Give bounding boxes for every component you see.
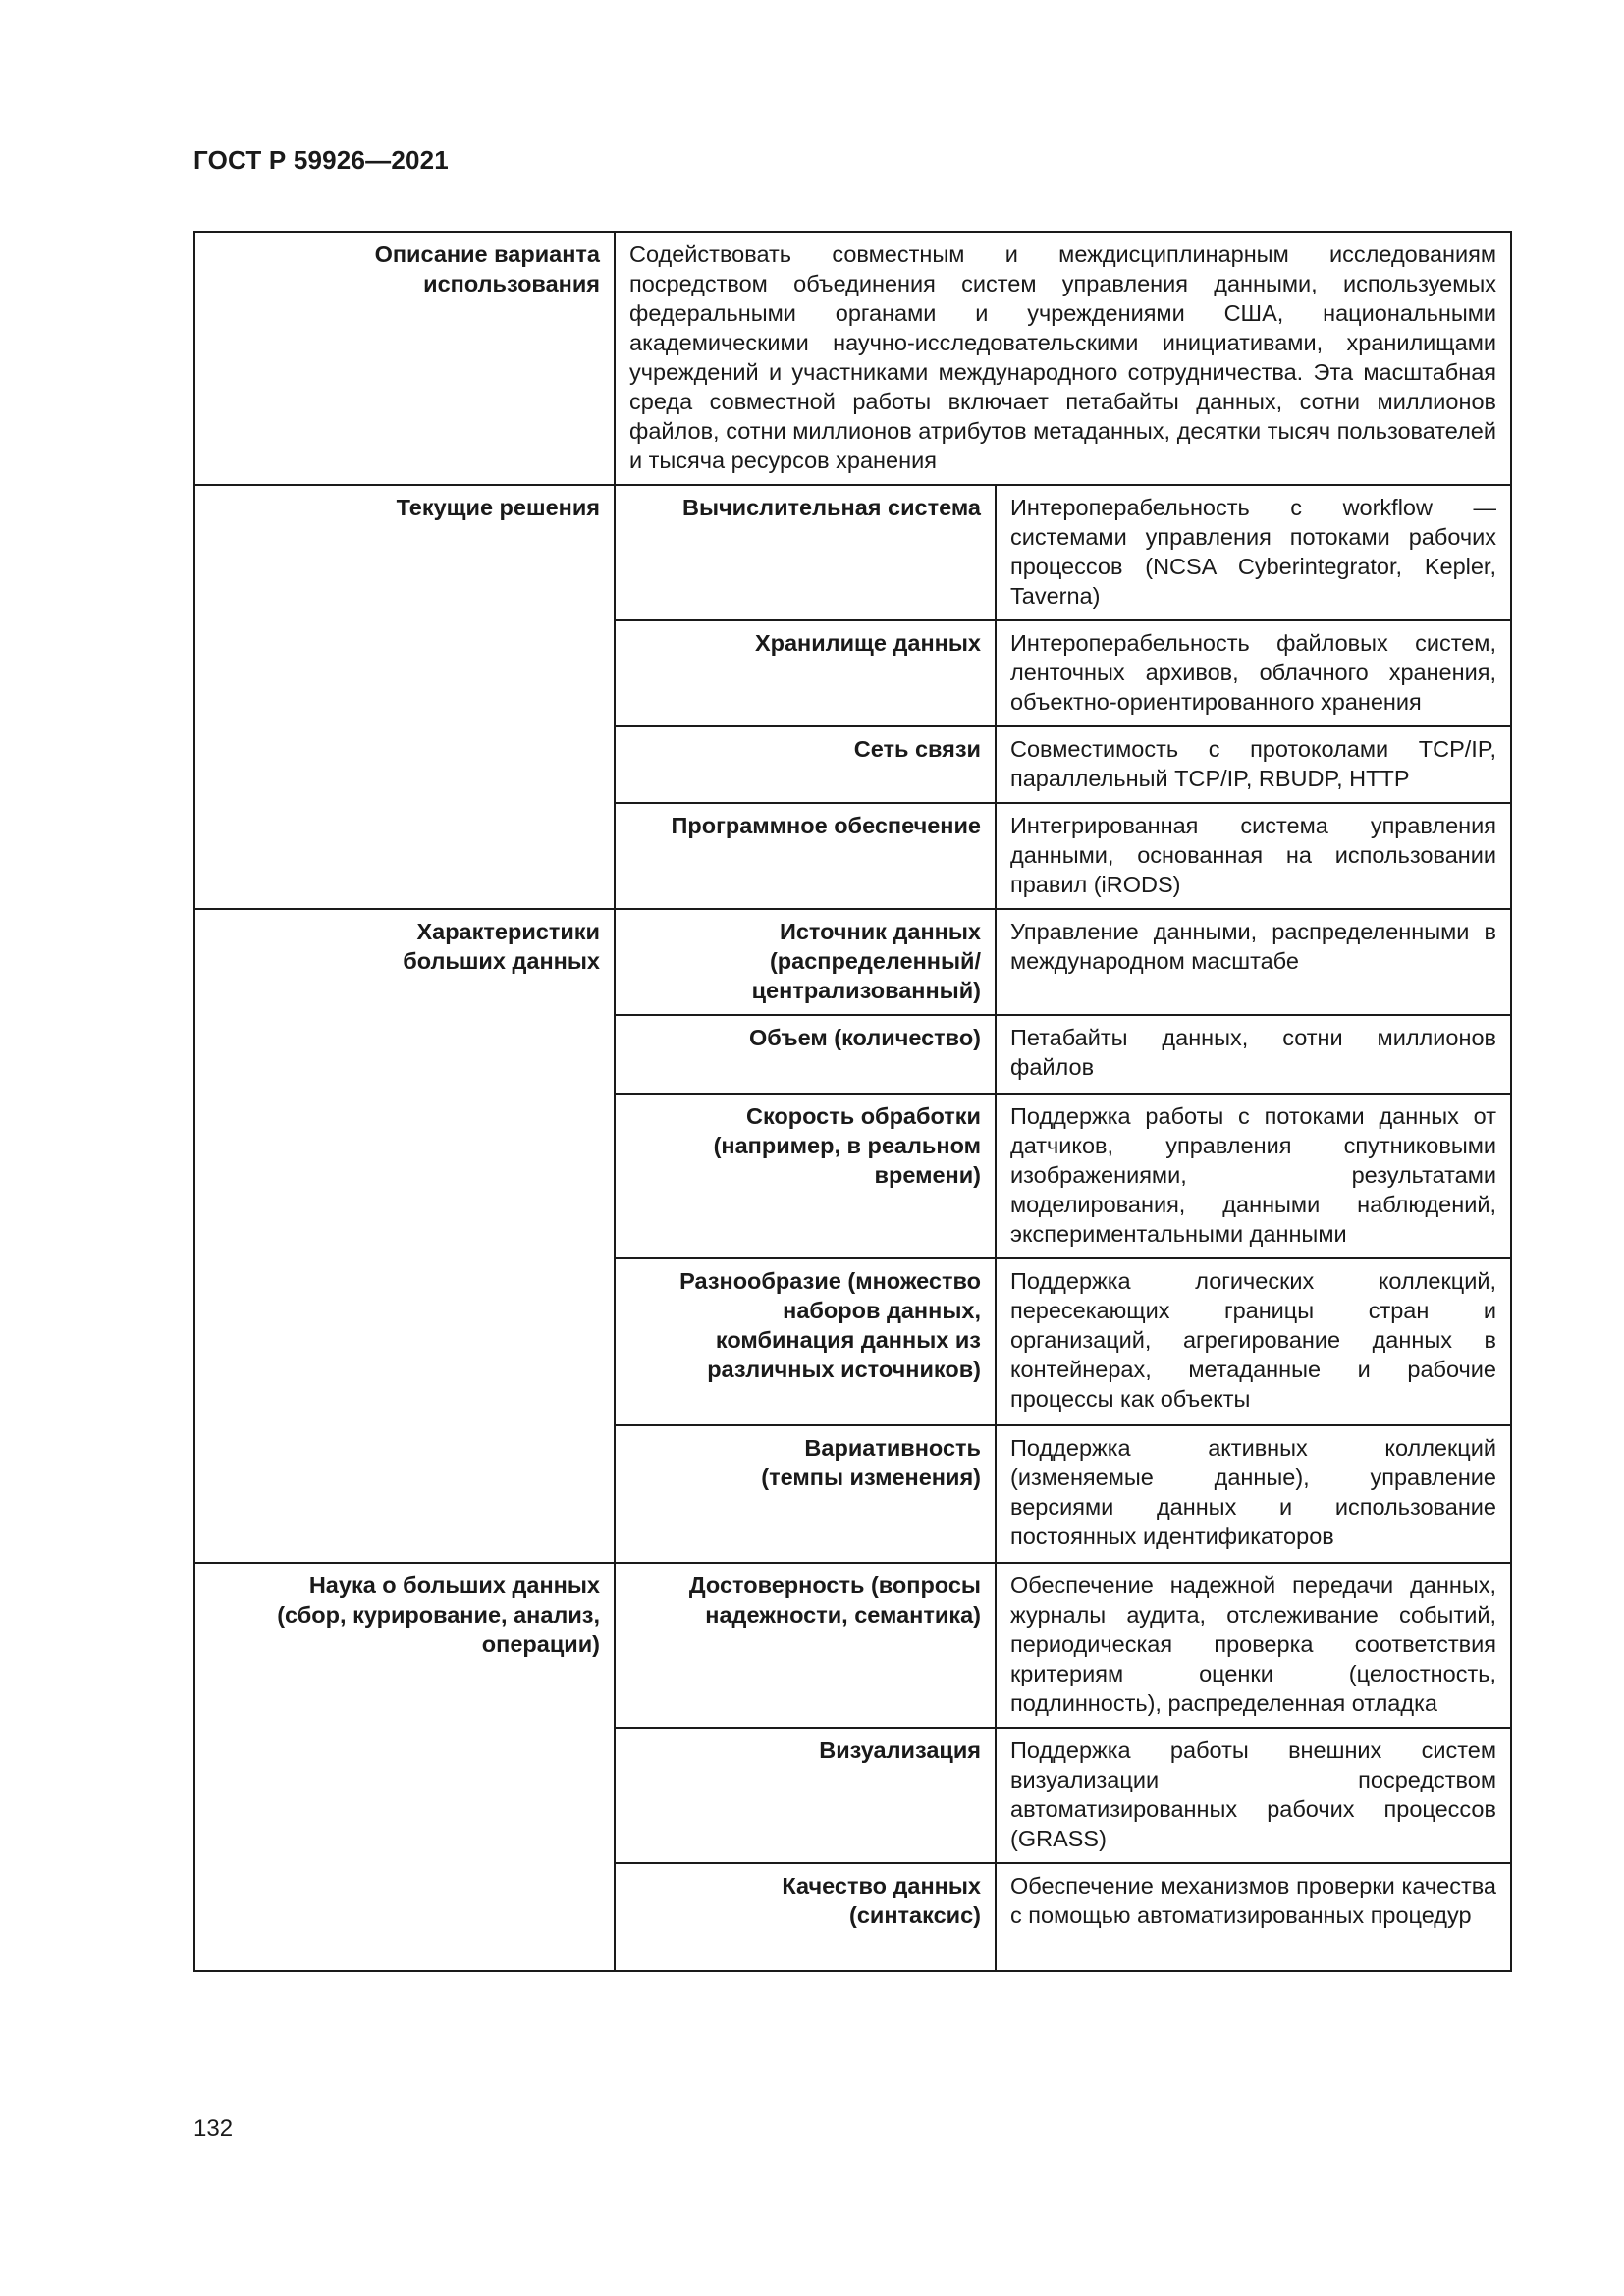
category-label: операции) [481, 1631, 600, 1657]
value-cell: Интероперабельность с workflow — системами управления потоками рабочих процессов (NCSA Cyberintegrator, Kepler, Taverna) [996, 485, 1511, 620]
category-label: Описание варианта [374, 241, 600, 267]
subcategory-label: (синтаксис) [849, 1902, 981, 1928]
category-label: использования [423, 271, 600, 296]
subcategory-label: (темпы изменения) [761, 1465, 981, 1490]
subcategory-cell [615, 1015, 996, 1094]
subcategory-label: различных источников) [707, 1357, 981, 1382]
subcategory-label: (распределенный/ [769, 948, 981, 974]
category-cell [194, 485, 615, 909]
subcategory-cell [615, 726, 996, 803]
description-cell: Содействовать совместным и междисциплинарным исследованиям посредством объединения систем управления данными, используемых федеральными органами и учреждениями США, национальными академическими научно-исследовательскими инициативами, хранилищами учреждений и участниками международного сотрудничества. Эта масштабная среда совместной работы включает петабайты данных, сотни миллионов файлов, сотни миллионов атрибутов метаданных, десятки тысяч пользователей и тысяча ресурсов хранения [615, 232, 1511, 485]
table-row [194, 1563, 1511, 1728]
subcategory-label: Вычислительная система [681, 495, 981, 520]
value-cell: Обеспечение надежной передачи данных, журналы аудита, отслеживание событий, периодическая проверка соответствия критериям оценки (целостность, подлинность), распределенная отладка [996, 1563, 1511, 1728]
value-cell: Поддержка работы внешних систем визуализации посредством автоматизированных рабочих процессов (GRASS) [996, 1728, 1511, 1863]
subcategory-cell [615, 909, 996, 1015]
table-row [194, 232, 1511, 485]
page-number: 132 [193, 2115, 234, 2142]
subcategory-label: Программное обеспечение [671, 813, 981, 838]
table-row [194, 909, 1511, 1015]
subcategory-cell [615, 620, 996, 726]
subcategory-label: комбинация данных из [715, 1327, 981, 1353]
subcategory-cell [615, 1094, 996, 1258]
value-cell: Петабайты данных, сотни миллионов файлов [996, 1015, 1511, 1094]
subcategory-label: Вариативность [804, 1435, 981, 1461]
category-label: Текущие решения [396, 495, 600, 520]
subcategory-label: наборов данных, [783, 1298, 981, 1323]
subcategory-cell [615, 1863, 996, 1971]
category-cell [194, 1563, 615, 1971]
subcategory-cell [615, 1728, 996, 1863]
subcategory-cell [615, 1563, 996, 1728]
subcategory-label: времени) [874, 1162, 981, 1188]
subcategory-cell [615, 1425, 996, 1563]
subcategory-label: централизованный) [751, 978, 981, 1003]
subcategory-label: Хранилище данных [754, 630, 981, 656]
value-cell: Интероперабельность файловых систем, ленточных архивов, облачного хранения, объектно-ориентированного хранения [996, 620, 1511, 726]
value-cell: Поддержка логических коллекций, пересекающих границы стран и организаций, агрегирование данных в контейнерах, метаданные и рабочие процессы как объекты [996, 1258, 1511, 1425]
subcategory-label: Объем (количество) [748, 1025, 981, 1050]
category-cell [194, 909, 615, 1563]
subcategory-label: Источник данных [779, 919, 981, 944]
subcategory-cell [615, 1258, 996, 1425]
value-cell: Поддержка работы с потоками данных от датчиков, управления спутниковыми изображениями, результатами моделирования, данными наблюдений, экспериментальными данными [996, 1094, 1511, 1258]
subcategory-cell [615, 803, 996, 909]
table-row [194, 485, 1511, 620]
category-label: больших данных [403, 948, 600, 974]
subcategory-label: Скорость обработки [745, 1103, 981, 1129]
subcategory-label: Разнообразие (множество [679, 1268, 981, 1294]
subcategory-label: Визуализация [819, 1737, 981, 1763]
document-header: ГОСТ Р 59926—2021 [193, 145, 449, 175]
subcategory-label: Качество данных [782, 1873, 981, 1898]
value-cell: Управление данными, распределенными в международном масштабе [996, 909, 1511, 1015]
value-cell: Обеспечение механизмов проверки качества с помощью автоматизированных процедур [996, 1863, 1511, 1971]
subcategory-cell [615, 485, 996, 620]
value-cell: Совместимость с протоколами TCP/IP, параллельный TCP/IP, RBUDP, HTTP [996, 726, 1511, 803]
value-cell: Поддержка активных коллекций (изменяемые данные), управление версиями данных и использование постоянных идентификаторов [996, 1425, 1511, 1563]
subcategory-label: надежности, семантика) [705, 1602, 981, 1628]
value-cell: Интегрированная система управления данными, основанная на использовании правил (iRODS) [996, 803, 1511, 909]
subcategory-label: Достоверность (вопросы [688, 1573, 981, 1598]
category-label: (сбор, курирование, анализ, [277, 1602, 600, 1628]
category-cell [194, 232, 615, 485]
category-label: Наука о больших данных [308, 1573, 600, 1598]
subcategory-label: (например, в реальном [713, 1133, 981, 1158]
subcategory-label: Сеть связи [853, 736, 981, 762]
use-case-table [193, 231, 1512, 1972]
category-label: Характеристики [416, 919, 600, 944]
